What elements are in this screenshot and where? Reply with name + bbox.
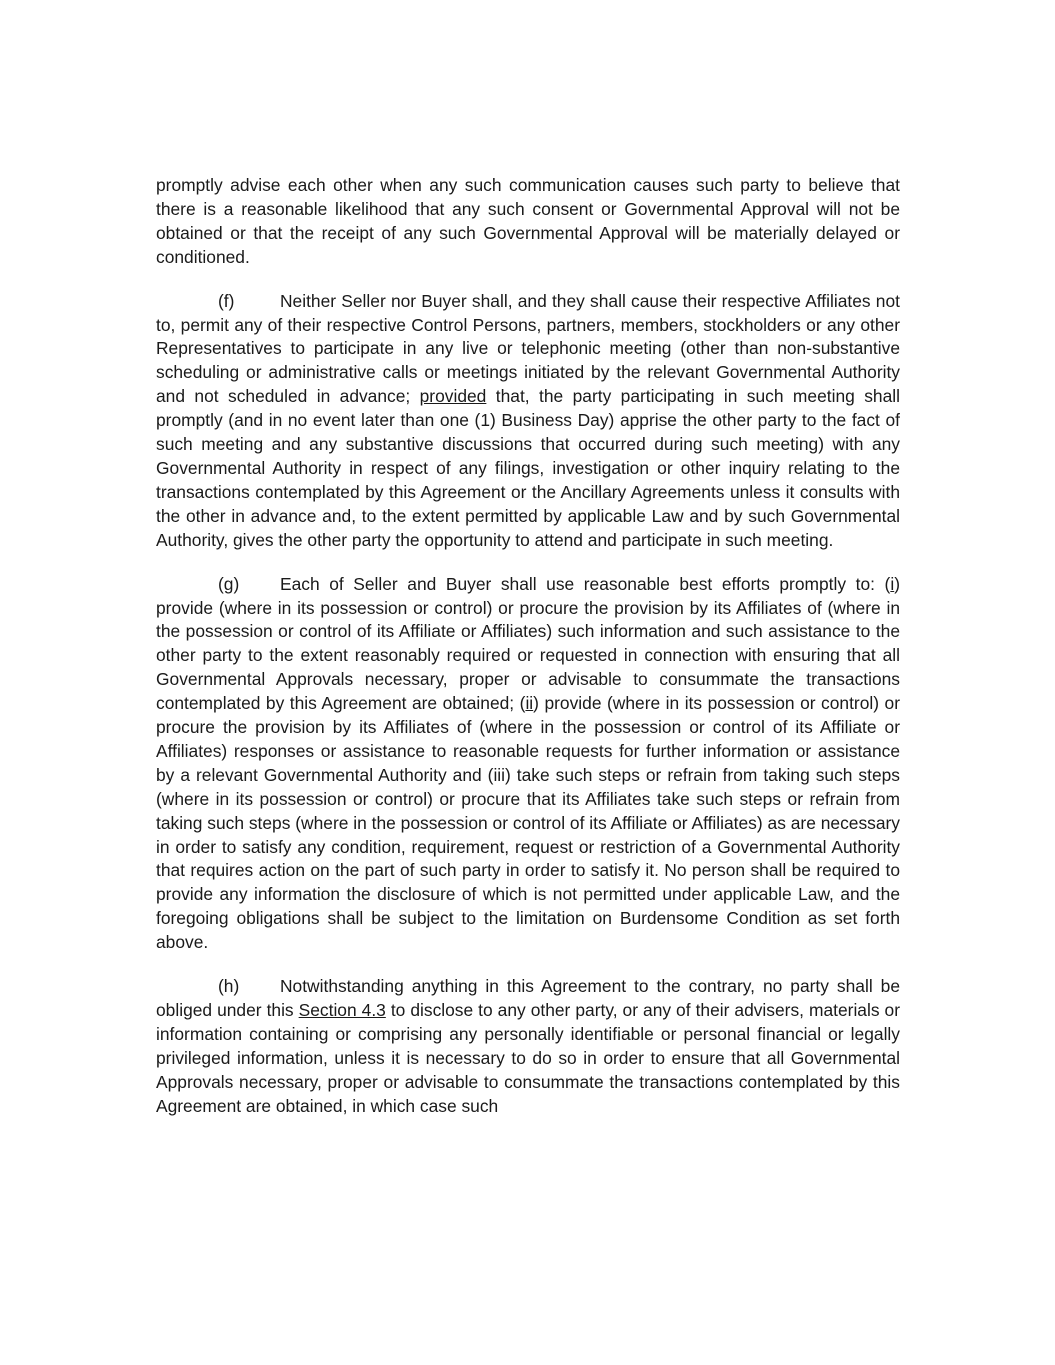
section-reference: Section 4.3 xyxy=(298,1000,386,1020)
paragraph-text: to disclose to any other party, or any of their advisers, materials or information containing or comprising any personally identifiable or personal financial or legally privileged information, unless it is necessary to do so in order to ensure that all Governmental Approvals necessary, proper or advisable to consummate the transactions contemplated by this Agreement are obtained, in which case such xyxy=(156,1000,901,1116)
paragraph-f xyxy=(156,290,900,553)
paragraph-g xyxy=(156,573,900,956)
underlined-term: i xyxy=(890,573,895,594)
underlined-term: provided xyxy=(419,386,487,407)
paragraph-text: Each of Seller and Buyer shall use reasonable best efforts promptly to: ( xyxy=(280,573,891,594)
document-body xyxy=(156,174,900,1139)
underlined-term: ii xyxy=(525,693,534,714)
paragraph-text: that, the party participating in such meeting shall promptly (and in no event later than one (1) Business Day) apprise the other party to the fact of such meeting and any substantive discussions that occurred during such meeting) with any Governmental Authority in respect of any filings, investigation or other inquiry relating to the transactions contemplated by this Agreement or the Ancillary Agreements unless it consults with the other in advance and, to the extent permitted by applicable Law and by such Governmental Authority, gives the other party the opportunity to attend and participate in such meeting. xyxy=(156,386,900,550)
paragraph-h xyxy=(156,975,900,1118)
paragraph-marker: (g) xyxy=(218,573,240,594)
paragraph-text: ) provide (where in its possession or control) or procure the provision by its Affiliates of (where in the possession or control of its Affiliate or Affiliates) such information and such assistance to the other party to the extent reasonably required or requested in connection with ensuring that all Governmental Approvals necessary, proper or advisable to consummate the transactions contemplated by this Agreement are obtained; ( xyxy=(156,573,900,714)
paragraph-marker: (h) xyxy=(218,976,240,997)
paragraph-text: ) provide (where in its possession or control) or procure the provision by its Affiliates of (where in the possession or control of its Affiliate or Affiliates) responses or assistance to reasonable requests for further information or assistance by a relevant Governmental Authority and (iii) take such steps or refrain from taking such steps (where in its possession or control) or procure that its Affiliates take such steps or refrain from taking such steps (where in the possession or control of its Affiliate or Affiliates) as are necessary in order to satisfy any condition, requirement, request or restriction of a Governmental Authority that requires action on the part of such party in order to satisfy it. No person shall be required to provide any information the disclosure of which is not permitted under applicable Law, and the foregoing obligations shall be subject to the limitation on Burdensome Condition as set forth above. xyxy=(156,693,900,953)
paragraph-text: Neither Seller nor Buyer shall, and they shall cause their respective Affiliates not to, permit any of their respective Control Persons, partners, members, stockholders or any other Representatives to participate in any live or telephonic meeting (other than non-substantive scheduling or administrative calls or meetings initiated by the relevant Governmental Authority and not scheduled in advance; xyxy=(156,290,900,407)
paragraph-text: Notwithstanding anything in this Agreement to the contrary, no party shall be obliged under this xyxy=(156,976,900,1020)
paragraph-marker: (f) xyxy=(218,290,235,311)
paragraph-text: promptly advise each other when any such communication causes such party to believe that there is a reasonable likelihood that any such consent or Governmental Approval will not be obtained or that the receipt of any such Governmental Approval will be materially delayed or conditioned. xyxy=(156,175,900,267)
paragraph-continuation xyxy=(156,174,900,270)
